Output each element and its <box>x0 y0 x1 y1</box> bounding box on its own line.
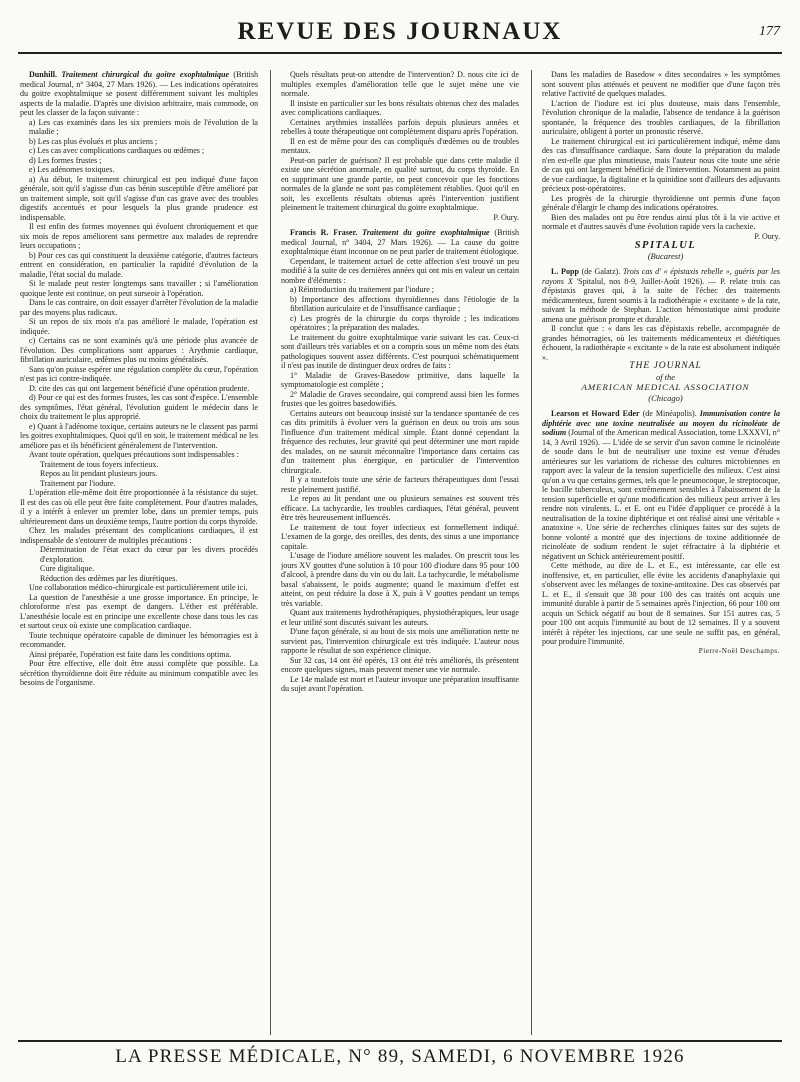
list-item: b) Importance des affections thyroïdiennes dans l'étiologie de la fibrillation auriculaire et de l'insuffisance cardiaque ; <box>290 294 519 313</box>
author-name: Dunhill. <box>29 70 57 79</box>
section-city: (Bucarest) <box>647 250 684 261</box>
article-title: Traitement chirurgical du goitre exophtalmique <box>61 70 230 79</box>
list-item: a) Réintroduction du traitement par l'iodure ; <box>290 285 435 294</box>
paragraph: Le traitement chirurgical est ici particulièrement indiqué, même dans des cas d'insuffisance cardiaque. Sans doute la préparation du malade n'en est-elle que plus minutieuse, mais l'auteur nous cite toute une série de cas qui ont largement bénéficié de l'intervention. Notamment au point de vue cardiaque, la digitaline et la quinidine sont d'ailleurs des adjuvants précieux post-opératoires. <box>542 136 780 193</box>
paragraph: Il y a toutefois toute une série de facteurs thérapeutiques dont l'essai reste pleinement justifié. <box>281 475 519 494</box>
author-name: Francis R. Fraser. <box>290 228 358 237</box>
paragraph: Le traitement de tout foyer infectieux est formellement indiqué. L'examen de la gorge, des oreilles, des dents, des sinus a une importance capitale. <box>281 522 519 551</box>
paragraph: Avant toute opération, quelques précautions sont indispensables : <box>29 450 239 459</box>
paragraph: L'opération elle-même doit être proportionnée à la résistance du sujet. Il est des cas où elle peut être faite complètement. Pour d'autres malades, il y a intérêt à enlever un premier lobe, dans un premier temps, puis ultérieurement dans un deuxième temps, l'autre portion du corps thyroïde. <box>20 488 258 526</box>
author-location: (de Galatz). <box>581 267 621 276</box>
section-heading-association: AMERICAN MEDICAL ASSOCIATION <box>581 382 750 392</box>
paragraph: La question de l'anesthésie a une grosse importance. En principe, le chloroforme n'est pas exempt de dangers. L'éther est préférable. L'anesthésie locale est en principe une excellente chose dans tous les cas et surtout ceux où existe une complication cardiaque. <box>20 592 258 630</box>
signature: P. Oury. <box>493 212 519 222</box>
paragraph: L'action de l'iodure est ici plus douteuse, mais dans l'ensemble, l'évolution chronique de la maladie, l'absence de tendance à la guérison spontanée, la fréquence des troubles cardiaques, de la fibrillation auriculaire, obligent à porter un pronostic réservé. <box>542 98 780 136</box>
author-name: L. Popp <box>551 267 579 276</box>
list-item: c) Les cas avec complications cardiaques ou œdèmes ; <box>29 146 205 155</box>
signature: P. Oury. <box>754 231 780 241</box>
list-item: Détermination de l'état exact du cœur par les divers procédés d'exploration. <box>40 545 258 564</box>
article-reference: (Journal of the American medical Association, tome LXXXVI, n° 14, 3 Avril 1926). — L'idée de se servir d'un savon comme le ricinoléate de soude dans le but de neutraliser une toxine est venue d'études antérieures sur les variations de richesse des cultures microbiennes en rapport avec la valeur de la tension superficielle des milieux. C'est ainsi qu'on a vu que certains germes, tels que le pneumocoque, le streptocoque, le bacille tuberculeux, sont extrêmement sensibles à l'abaissement de la tension superficielle et qu'une modification des milieux peut arriver à les rendre non virulents. L. et E. ont eu l'idée d'appliquer ce procédé à la neutralisation de la toxine diphtérique et ont réalisé ainsi une véritable « anatoxine ». Une série de recherches cliniques faites sur des sujets de bonne volonté a montré que des injections de toxine additionnée de ricinoléate de sodium rendent le sujet réfractaire à la diphtérie et négativent un Schick antérieurement positif. <box>542 428 780 561</box>
list-item: Réduction des œdèmes par les diurétiques. <box>40 573 178 583</box>
article-reference: (British medical Journal, n° 3404, 27 Mars 1926). — Les indications opératoires du goitre exophtalmique se posent différemment suivant les multiples aspects de la maladie. D'après une division arbitraire, mais commode, on peut les classer de la façon suivante : <box>20 70 258 117</box>
article-title: Trois cas d' « épistaxis rebelle », guéris par les rayons X <box>542 267 780 286</box>
paragraph: Il conclut que : « dans les cas d'épistaxis rebelle, accompagnée de grandes hémorragies, où les traitements médicamenteux et diététiques échouent, la radiothérapie « excitante » de la rate est absolument indiquée ». <box>542 324 780 362</box>
paragraph: Cependant, le traitement actuel de cette affection s'est trouvé un peu modifié à la suite de ces dernières années qui ont mis en valeur un certain nombre d'éléments : <box>281 256 519 285</box>
paragraph: D. cite des cas qui ont largement bénéficié d'une opération prudente. <box>29 383 250 393</box>
paragraph: Une collaboration médico-chirurgicale est particulièrement utile ici. <box>29 583 248 592</box>
paragraph: Chez les malades présentant des complications cardiaques, il est indispensable de s'entourer de multiples précautions : <box>20 526 258 545</box>
section-city: (Chicago) <box>648 392 683 403</box>
list-item: e) Les adénomes toxiques. <box>29 165 115 174</box>
list-item: Traitement par l'iodure. <box>40 478 116 488</box>
author-name: Learson et Howard Eder <box>551 409 640 418</box>
article-dunhill-intro <box>20 70 258 118</box>
paragraph: Bien des malades ont pu être rendus ainsi plus tôt à la vie active et normale et d'autres sauvés d'une évolution rapide vers la cachexie. <box>542 212 780 231</box>
paragraph: Sur 32 cas, 14 ont été opérés, 13 ont été très améliorés, ils présentent encore quelques signes, mais peuvent mener une vie normale. <box>281 655 519 674</box>
paragraph: Quels résultats peut-on attendre de l'intervention? D. nous cite ici de multiples exemples d'amélioration telle que le sujet mène une vie normale. <box>281 70 519 98</box>
paragraph: e) Quant à l'adénome toxique, certains auteurs ne le classent pas parmi les goitres exophtalmiques. Quoi qu'il en soit, le traitement médical ne les améliore pas et ils bénéficient généralement de l'intervention. <box>20 421 258 450</box>
paragraph: Quant aux traitements hydrothérapiques, physiothérapiques, leur usage et leur utilité sont discutés suivant les auteurs. <box>281 608 519 627</box>
list-item: c) Les progrès de la chirurgie du corps thyroïde ; les indications opératoires ; la préparation des malades. <box>290 313 519 332</box>
paragraph: Dans les maladies de Basedow « dites secondaires » les symptômes sont souvent plus atténués et peuvent ne modifier que d'une façon très relative l'activité de quelques malades. <box>542 70 780 98</box>
section-heading-spitalul: SPITALUL <box>634 240 697 251</box>
list-item: Repos au lit pendant plusieurs jours. <box>40 469 158 478</box>
list-item: b) Les cas plus évolués et plus anciens ; <box>29 136 158 146</box>
column-right <box>542 70 780 1035</box>
paragraph: Les progrès de la chirurgie thyroïdienne ont permis d'une façon générale d'élargir le champ des indications opératoires. <box>542 193 780 212</box>
paragraph: a) Au début, le traitement chirurgical est peu indiqué d'une façon générale, soit qu'il s'agisse d'un cas bénin susceptible d'être amélioré par un traitement simple, soit qu'il s'agisse d'un cas grave avec des troubles digestifs accentués et pour lesquels la plus grande prudence est indispensable. <box>20 174 258 222</box>
article-title: Immunisation contre la diphtérie avec une toxine neutralisée au moyen du ricinoléate de sodium <box>542 409 780 437</box>
paragraph: Le repos au lit pendant une ou plusieurs semaines est souvent très efficace. La tachycardie, les troubles cardiaques, l'état général, peuvent être très heureusement influencés. <box>281 494 519 522</box>
paragraph: Cette méthode, au dire de L. et E., est intéressante, car elle est inoffensive, et, en particulier, elle évite les accidents d'anaphylaxie qui s'observent avec les mélanges de toxine-antitoxine. Des cas observés par L. et E., il s'ensuit que 38 pour 100 des cas traités ont acquis une immunité durable à partir de 5 semaines après l'injection, 66 pour 100 ont acquis un Schick négatif au bout de 8 semaines. Sur 151 autres cas, 5 pour 100 ont acquis l'immunité au bout de 12 semaines. Il y a souvent intérêt à répéter les injections, car une seule ne suffit pas, en général, pour produire l'immunité. <box>542 561 780 646</box>
paragraph: Dans le cas contraire, on doit essayer d'arrêter l'évolution de la maladie par des moyens plus radicaux. <box>20 298 258 317</box>
paragraph: Certains auteurs ont beaucoup insisté sur la tendance spontanée de ces cas dits primitifs à évoluer vers la guérison en deux ou trois ans sous l'influence d'un traitement médical simple. Étant donné cependant la fréquence des rechutes, leur gravité qui peut déterminer une mort rapide des malades, on ne saurait méconnaître l'importance dans certains cas d'un traitement plus énergique, en particulier de l'intervention chirurgicale. <box>281 408 519 475</box>
list-item: Traitement de tous foyers infectieux. <box>40 459 159 469</box>
paragraph: Le 14e malade est mort et l'auteur invoque une préparation insuffisante du sujet avant l'opération. <box>281 674 519 693</box>
article-title: Traitement du goitre exophtalmique <box>362 228 490 237</box>
column-left <box>20 70 258 1035</box>
article-reference: 'Spitalul, nos 8-9, Juillet-Août 1926). — P. relate trois cas d'épistaxis graves qui, à la suite de l'échec des traitements médicamenteux, furent soumis à la radiothérapie « excitante » de la rate, suivant la méthode de Stephan. L'action hémostatique ainsi produite amena une guérison prompte et durable. <box>542 276 780 324</box>
signature: Pierre-Noël Deschamps. <box>698 646 780 655</box>
paragraph: Il est enfin des formes moyennes qui évoluent chroniquement et que six mois de repos améliorent sans permettre aux malades de reprendre leurs occupations ; <box>20 222 258 250</box>
paragraph: 1° Maladie de Graves-Basedow primitive, dans laquelle la symptomatologie est complète ; <box>281 370 519 389</box>
list-item: Cure digitalique. <box>40 564 95 573</box>
article-fraser-intro <box>281 228 519 257</box>
paragraph: Le traitement du goitre exophtalmique varie suivant les cas. Ceux-ci sont d'ailleurs très variables et on a compris sous un même nom des états pathologiques souvent assez différents. C'est pourquoi schématiquement il n'est pas inutile de distinguer deux ordres de faits : <box>281 332 519 370</box>
paragraph: Il en est de même pour des cas compliqués d'œdèmes ou de troubles mentaux. <box>281 136 519 155</box>
text-columns <box>20 70 780 1035</box>
paragraph: D'une façon générale, si au bout de six mois une amélioration nette ne survient pas, l'intervention chirurgicale est très indiquée. L'auteur nous rapporte le résultat de son expérience clinique. <box>281 627 519 655</box>
list-item: d) Les formes frustes ; <box>29 155 102 165</box>
paragraph: Si un repos de six mois n'a pas amélioré le malade, l'opération est indiquée. <box>20 317 258 336</box>
page-number: 177 <box>759 24 780 39</box>
column-middle <box>281 70 519 1035</box>
article-popp-intro <box>542 267 780 324</box>
paragraph: Ainsi préparée, l'opération est faite dans les conditions optima. <box>29 649 232 659</box>
article-learson-intro <box>542 409 780 561</box>
page-footer: LA PRESSE MÉDICALE, N° 89, SAMEDI, 6 NOVEMBRE 1926 <box>18 1040 782 1070</box>
running-title: REVUE DES JOURNAUX <box>237 18 563 45</box>
page-header <box>18 14 782 54</box>
paragraph: Il insiste en particulier sur les bons résultats obtenus chez des malades avec complications cardiaques. <box>281 98 519 117</box>
section-heading-jama: THE JOURNAL <box>629 361 702 371</box>
paragraph: Pour être effective, elle doit être aussi complète que possible. La sécrétion thyroïdienne doit être réduite au minimum compatible avec les besoins de l'organisme. <box>20 659 258 687</box>
paragraph: c) Certains cas ne sont examinés qu'à une période plus avancée de l'évolution. Des complications sont apparues : Arythmie cardiaque, fibrillation auriculaire, œdèmes plus ou moins généralisés. <box>20 336 258 364</box>
paragraph: Peut-on parler de guérison? Il est probable que dans cette maladie il existe une sécrétion anormale, en qualité surtout, du corps thyroïde. En en supprimant une grande partie, on peut concevoir que les fonctions normales de la glande ne sont pas complètement rétablies. Quoi qu'il en soit, les excellents résultats obtenus après l'intervention justifient pleinement le traitement chirurgical du goitre exophtalmique. <box>281 155 519 212</box>
author-location: (de Minéapolis). <box>642 409 697 418</box>
section-heading-of: of the <box>655 371 676 382</box>
paragraph: Sans qu'on puisse espérer une régulation complète du cœur, l'opération n'est pas ici contre-indiquée. <box>20 364 258 383</box>
list-item: a) Les cas examinés dans les six premiers mois de l'évolution de la maladie ; <box>29 117 258 136</box>
paragraph: Certaines arythmies installées parfois depuis plusieurs années et rebelles à toute thérapeutique ont complètement disparu après l'opération. <box>281 117 519 136</box>
paragraph: 2° Maladie de Graves secondaire, qui comprend aussi bien les formes frustes que les goitres basedowifiés. <box>281 389 519 408</box>
paragraph: b) Pour ces cas qui constituent la deuxième catégorie, d'autres facteurs entrent en considération, en particulier la rapidité d'évolution de la maladie, l'état social du malade. <box>20 250 258 279</box>
article-reference: (British medical Journal, n° 3404, 27 Mars 1926). — La cause du goitre exophtalmique étant inconnue on ne peut parler de traitement étiologique. <box>281 228 519 256</box>
paragraph: L'usage de l'iodure améliore souvent les malades. On prescrit tous les jours XV gouttes d'une solution à 10 pour 100 d'iodure dans 95 pour 100 d'alcool, à prendre dans du vin ou du lait. La tachycardie, le métabolisme basal s'abaissent, le poids augmente; quand le maximum d'effet est atteint, on peut réduire la dose à X, puis à V gouttes pendant un temps très variable. <box>281 551 519 608</box>
paragraph: d) Pour ce qui est des formes frustes, les cas sont d'espèce. L'ensemble des symptômes, l'état général, l'évolution guident le médecin dans le choix du traitement le plus approprié. <box>20 393 258 421</box>
paragraph: Si le malade peut rester longtemps sans travailler ; si l'amélioration quoique lente est continue, on peut surseoir à l'opération. <box>20 279 258 298</box>
paragraph: Toute technique opératoire capable de diminuer les hémorragies est à recommander. <box>20 630 258 649</box>
